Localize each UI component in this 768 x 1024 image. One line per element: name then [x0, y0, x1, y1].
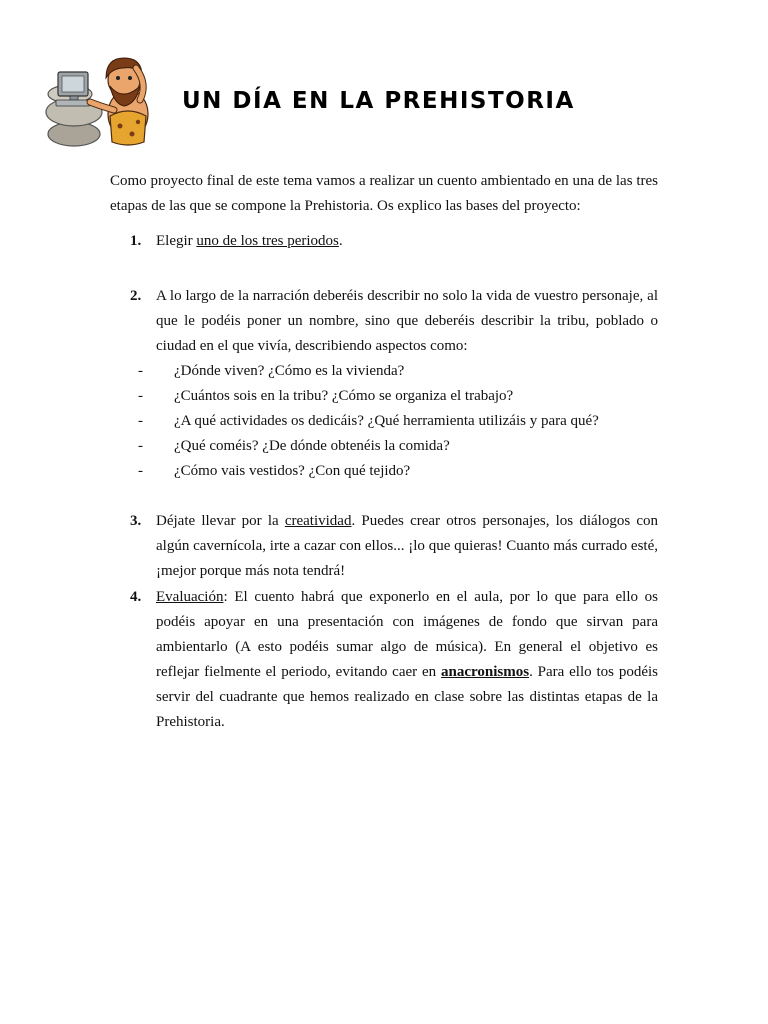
- item-body: Elegir uno de los tres periodos.: [156, 233, 343, 249]
- list-item: [110, 284, 658, 484]
- underlined-term: creatividad: [284, 513, 352, 529]
- caveman-at-computer-icon: [44, 50, 162, 150]
- bullet-item: - ¿A qué actividades os dedicáis? ¿Qué herramienta utilizáis y para qué?: [138, 413, 599, 429]
- item-number: 4.: [130, 589, 142, 605]
- item-body: [138, 284, 658, 484]
- item-body: Déjate llevar por la creatividad. Puedes crear otros personajes, los diálogos con algún cavernícola, irte a cazar con ellos... ¡lo que quieras! Cuanto más currado esté, ¡mejor porque más nota tendrá!: [156, 513, 658, 579]
- list-item: [110, 229, 658, 254]
- page-title: UN DÍA EN LA PREHISTORIA: [182, 88, 575, 114]
- bullet-item: - ¿Qué coméis? ¿De dónde obtenéis la comida?: [138, 438, 450, 454]
- bullet-item: - ¿Cómo vais vestidos? ¿Con qué tejido?: [138, 463, 411, 479]
- list-item: [110, 585, 658, 735]
- bullet-list: [138, 359, 658, 484]
- underlined-term: Evaluación: [156, 589, 224, 605]
- item-body: Evaluación: El cuento habrá que exponerlo en el aula, por lo que para ello os podéis apoyar en una presentación con imágenes de fondo que sirvan para ambientarlo (A esto podéis sumar algo de música). En general el objetivo es reflejar fielmente el periodo, evitando caer en anacronismos. Para ello tos podéis servir del cuadrante que hemos realizado en clase sobre las distintas etapas de la Prehistoria.: [156, 589, 658, 730]
- bullet-item: - ¿Dónde viven? ¿Cómo es la vivienda?: [138, 363, 405, 379]
- item-text: A lo largo de la narración deberéis describir no solo la vida de vuestro personaje, al que le podéis poner un nombre, sino que deberéis describir la tribu, poblado o ciudad en el que vivía, describiendo aspectos como:: [156, 288, 658, 354]
- item-number: 3.: [130, 513, 142, 529]
- intro-paragraph: Como proyecto final de este tema vamos a realizar un cuento ambientado en una de las tres etapas de las que se compone la Prehistoria. Os explico las bases del proyecto:: [110, 173, 658, 214]
- item-number: 2.: [130, 288, 142, 304]
- list-item: [110, 509, 658, 584]
- underlined-term: uno de los tres periodos: [196, 233, 339, 249]
- item-number: 1.: [130, 233, 142, 249]
- bullet-item: - ¿Cuántos sois en la tribu? ¿Cómo se organiza el trabajo?: [138, 388, 514, 404]
- emphasized-term: anacronismos: [440, 664, 530, 680]
